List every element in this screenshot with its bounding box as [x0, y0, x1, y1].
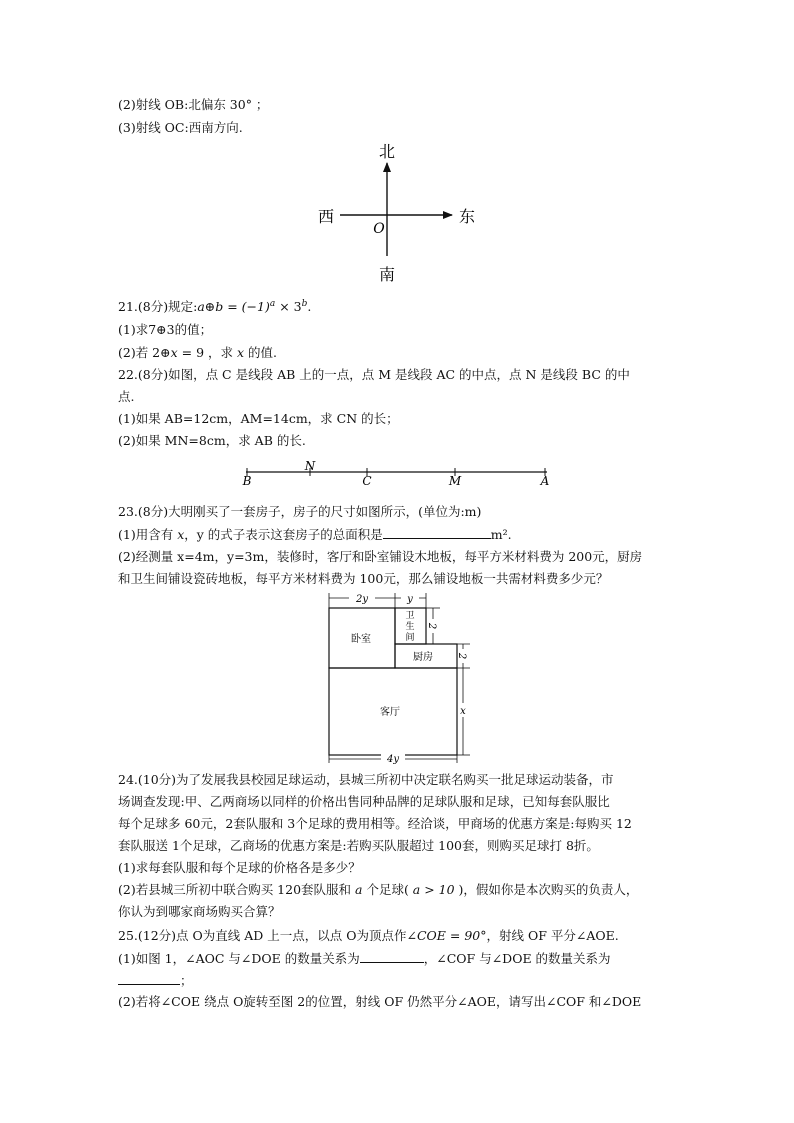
point-b: B [242, 474, 252, 488]
q23-part1: (1)用含有 x，y 的式子表示这套房子的总面积是 m². [118, 527, 512, 542]
point-c: C [362, 474, 372, 488]
q24-part2: (2)若县城三所初中联合购买 120套队服和 a 个足球( a > 10 )，假如你是本次购买的负责人， [118, 882, 639, 897]
floor-plan-figure [0, 585, 794, 765]
answer-blank[interactable] [383, 526, 491, 539]
q23-line1: 23.(8分)大明刚买了一套房子，房子的尺寸如图所示，(单位为:m) [118, 504, 482, 519]
q20-part3: (3)射线 OC:西南方向. [118, 120, 243, 135]
q23-part2-line1: (2)经测量 x=4m，y=3m，装修时，客厅和卧室铺设木地板，每平方米材料费为 200元，厨房 [118, 549, 643, 564]
q21-part1: (1)求7⊕3的值； [118, 322, 213, 337]
room-bath-3: 间 [405, 633, 415, 643]
q25-part1: (1)如图 1，∠AOC 与∠DOE 的数量关系为 ，∠COF 与∠DOE 的数量关系为 [118, 951, 611, 966]
north-label: 北 [378, 142, 396, 161]
q25-part2: (2)若将∠COE 绕点 O旋转至图 2的位置，射线 OF 仍然平分∠AOE，请写出∠COF 和∠DOE [118, 994, 642, 1009]
room-bath-2: 生 [405, 622, 415, 632]
segment-figure [0, 460, 794, 490]
q24-line4: 套队服送 1个足球，乙商场的优惠方案是:若购买队服超过 100套，则购买足球打 8折。 [118, 838, 599, 853]
q22-part2: (2)如果 MN=8cm，求 AB 的长. [118, 433, 306, 448]
dim-bottom: 4y [386, 754, 400, 765]
dim-top-left: 2y [355, 594, 369, 605]
point-a: A [540, 474, 550, 488]
q21-part2: (2)若 2⊕x = 9 ，求 x 的值. [118, 345, 278, 360]
q22-line2: 点. [118, 389, 135, 404]
dim-right-top: 2 [426, 622, 437, 630]
q25-line1: 25.(12分)点 O为直线 AD 上一点，以点 O为顶点作∠COE = 90°，射线 OF 平分∠AOE. [118, 928, 619, 943]
answer-blank[interactable] [360, 950, 424, 963]
q20-part2: (2)射线 OB:北偏东 30° ； [118, 97, 269, 112]
q24-part1: (1)求每套队服和每个足球的价格各是多少？ [118, 860, 361, 875]
compass-figure [0, 0, 794, 300]
q25-part1-line2: ； [118, 972, 193, 989]
q24-line2: 场调查发现:甲、乙两商场以同样的价格出售同种品牌的足球队服和足球，已知每套队服比 [118, 794, 610, 809]
point-m: M [448, 474, 462, 488]
dim-right-mid: 2 [456, 652, 467, 660]
room-living: 客厅 [380, 707, 400, 718]
east-label: 东 [458, 207, 476, 226]
room-bath-1: 卫 [405, 611, 415, 621]
q24-part2-line2: 你认为到哪家商场购买合算？ [118, 904, 281, 919]
room-kitchen: 厨房 [413, 652, 433, 663]
dim-right-low: x [460, 706, 466, 717]
point-n: N [304, 460, 316, 473]
room-bedroom: 卧室 [351, 634, 371, 645]
q24-line1: 24.(10分)为了发展我县校园足球运动，县城三所初中决定联名购买一批足球运动装备，市 [118, 772, 614, 787]
q22-line1: 22.(8分)如图，点 C 是线段 AB 上的一点，点 M 是线段 AC 的中点，点 N 是线段 BC 的中 [118, 367, 630, 382]
south-label: 南 [378, 265, 396, 284]
west-label: 西 [317, 207, 335, 226]
q22-part1: (1)如果 AB=12cm，AM=14cm，求 CN 的长； [118, 411, 399, 426]
q23-part2-line2: 和卫生间铺设瓷砖地板，每平方米材料费为 100元，那么铺设地板一共需材料费多少元？ [118, 571, 609, 586]
answer-blank[interactable] [118, 972, 180, 985]
q21-statement: 21.(8分)规定:a⊕b = $(-1)^a \times 3^b$. [118, 299, 312, 315]
origin-label: O [373, 221, 385, 237]
q24-line3: 每个足球多 60元，2套队服和 3个足球的费用相等。经洽谈，甲商场的优惠方案是:每购买 12 [118, 816, 632, 831]
dim-top-right: y [407, 594, 413, 605]
